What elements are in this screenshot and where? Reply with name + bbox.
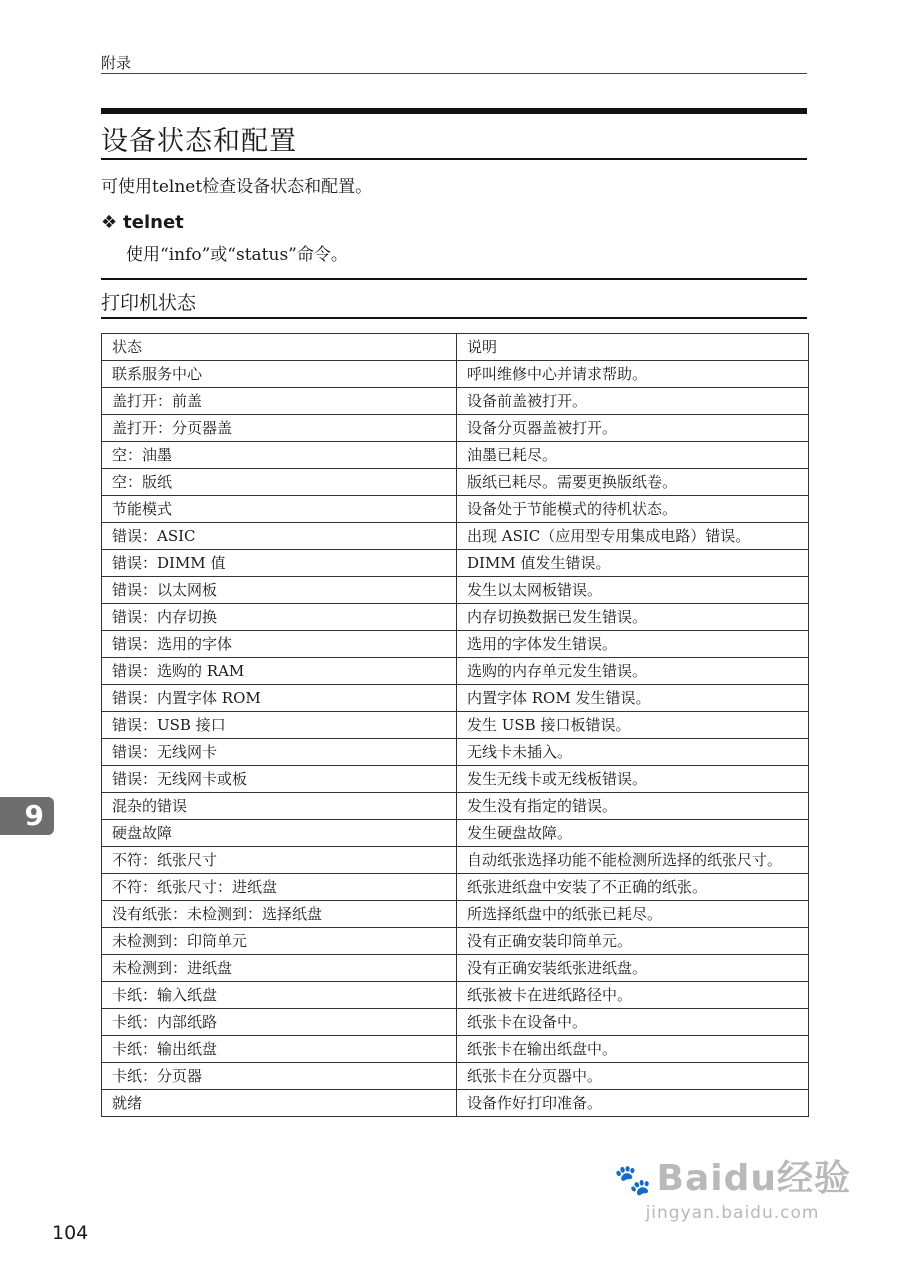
status-cell: 混杂的错误 xyxy=(102,793,457,820)
running-header: 附录 xyxy=(101,54,132,72)
table-row xyxy=(102,766,809,793)
watermark-brand: Baidu经验 xyxy=(656,1158,851,1199)
status-cell: 节能模式 xyxy=(102,496,457,523)
description-cell: 选用的字体发生错误。 xyxy=(457,631,809,658)
table-row xyxy=(102,442,809,469)
status-cell: 错误：以太网板 xyxy=(102,577,457,604)
description-cell: 没有正确安装纸张进纸盘。 xyxy=(457,955,809,982)
status-cell: 就绪 xyxy=(102,1090,457,1117)
description-cell: 设备作好打印准备。 xyxy=(457,1090,809,1117)
status-cell: 错误：内置字体 ROM xyxy=(102,685,457,712)
description-cell: 版纸已耗尽。需要更换版纸卷。 xyxy=(457,469,809,496)
subsection-title: 打印机状态 xyxy=(101,292,197,314)
description-cell: 内置字体 ROM 发生错误。 xyxy=(457,685,809,712)
status-cell: 不符：纸张尺寸 xyxy=(102,847,457,874)
description-cell: 呼叫维修中心并请求帮助。 xyxy=(457,361,809,388)
table-row xyxy=(102,658,809,685)
table-row xyxy=(102,415,809,442)
status-cell: 错误：内存切换 xyxy=(102,604,457,631)
printer-status-table xyxy=(101,333,809,1117)
status-cell: 错误：选购的 RAM xyxy=(102,658,457,685)
telnet-heading xyxy=(101,212,184,233)
description-cell: 纸张卡在输出纸盘中。 xyxy=(457,1036,809,1063)
status-cell: 没有纸张：未检测到：选择纸盘 xyxy=(102,901,457,928)
description-cell: 设备前盖被打开。 xyxy=(457,388,809,415)
description-cell: 纸张被卡在进纸路径中。 xyxy=(457,982,809,1009)
table-row xyxy=(102,496,809,523)
status-cell: 错误：ASIC xyxy=(102,523,457,550)
table-row xyxy=(102,1036,809,1063)
table-row xyxy=(102,1090,809,1117)
status-cell: 卡纸：输出纸盘 xyxy=(102,1036,457,1063)
description-cell: 所选择纸盘中的纸张已耗尽。 xyxy=(457,901,809,928)
table-row xyxy=(102,550,809,577)
table-row xyxy=(102,874,809,901)
title-top-bar xyxy=(101,108,807,114)
status-cell: 错误：无线网卡或板 xyxy=(102,766,457,793)
status-cell: 盖打开：分页器盖 xyxy=(102,415,457,442)
watermark-url: jingyan.baidu.com xyxy=(645,1203,820,1223)
page-number: 104 xyxy=(52,1222,89,1244)
status-cell: 盖打开：前盖 xyxy=(102,388,457,415)
status-cell: 错误：USB 接口 xyxy=(102,712,457,739)
header-rule xyxy=(101,73,807,74)
table-header-row xyxy=(102,334,809,361)
table-row xyxy=(102,604,809,631)
description-cell: 内存切换数据已发生错误。 xyxy=(457,604,809,631)
table-row xyxy=(102,955,809,982)
subsection-top-rule xyxy=(101,278,807,280)
status-cell: 未检测到：进纸盘 xyxy=(102,955,457,982)
table-row xyxy=(102,631,809,658)
status-cell: 联系服务中心 xyxy=(102,361,457,388)
chapter-tab: 9 xyxy=(0,797,54,835)
description-cell: DIMM 值发生错误。 xyxy=(457,550,809,577)
description-cell: 油墨已耗尽。 xyxy=(457,442,809,469)
description-cell: 纸张卡在设备中。 xyxy=(457,1009,809,1036)
watermark xyxy=(614,1150,851,1223)
table-row xyxy=(102,469,809,496)
status-cell: 未检测到：印筒单元 xyxy=(102,928,457,955)
table-row xyxy=(102,847,809,874)
intro-paragraph: 可使用telnet检查设备状态和配置。 xyxy=(101,177,373,197)
table-row xyxy=(102,982,809,1009)
description-cell: 发生无线卡或无线板错误。 xyxy=(457,766,809,793)
status-cell: 硬盘故障 xyxy=(102,820,457,847)
status-cell: 卡纸：内部纸路 xyxy=(102,1009,457,1036)
page-title: 设备状态和配置 xyxy=(101,126,297,157)
status-cell: 空：版纸 xyxy=(102,469,457,496)
description-cell: 纸张卡在分页器中。 xyxy=(457,1063,809,1090)
table-row xyxy=(102,577,809,604)
status-cell: 错误：无线网卡 xyxy=(102,739,457,766)
paw-logo-icon: 🐾 xyxy=(614,1163,652,1198)
table-row xyxy=(102,361,809,388)
description-cell: 发生硬盘故障。 xyxy=(457,820,809,847)
table-row xyxy=(102,685,809,712)
description-cell: 发生以太网板错误。 xyxy=(457,577,809,604)
table-row xyxy=(102,793,809,820)
table-row xyxy=(102,712,809,739)
diamond-bullet-icon: ❖ xyxy=(101,212,118,233)
description-cell: 无线卡未插入。 xyxy=(457,739,809,766)
status-cell: 空：油墨 xyxy=(102,442,457,469)
description-cell: 设备分页器盖被打开。 xyxy=(457,415,809,442)
description-cell: 出现 ASIC（应用型专用集成电路）错误。 xyxy=(457,523,809,550)
status-cell: 卡纸：分页器 xyxy=(102,1063,457,1090)
status-cell: 错误：DIMM 值 xyxy=(102,550,457,577)
description-cell: 纸张进纸盘中安装了不正确的纸张。 xyxy=(457,874,809,901)
description-cell: 自动纸张选择功能不能检测所选择的纸张尺寸。 xyxy=(457,847,809,874)
status-cell: 卡纸：输入纸盘 xyxy=(102,982,457,1009)
title-underline xyxy=(101,158,807,160)
status-cell: 不符：纸张尺寸：进纸盘 xyxy=(102,874,457,901)
description-cell: 发生 USB 接口板错误。 xyxy=(457,712,809,739)
table-row xyxy=(102,388,809,415)
subsection-underline xyxy=(101,317,807,319)
column-header-status: 状态 xyxy=(102,334,457,361)
table-row xyxy=(102,820,809,847)
description-cell: 发生没有指定的错误。 xyxy=(457,793,809,820)
table-row xyxy=(102,739,809,766)
table-row xyxy=(102,1009,809,1036)
table-row xyxy=(102,901,809,928)
table-row xyxy=(102,1063,809,1090)
status-cell: 错误：选用的字体 xyxy=(102,631,457,658)
table-row xyxy=(102,928,809,955)
description-cell: 选购的内存单元发生错误。 xyxy=(457,658,809,685)
table-body xyxy=(102,361,809,1117)
description-cell: 没有正确安装印筒单元。 xyxy=(457,928,809,955)
telnet-heading-text: telnet xyxy=(123,212,184,233)
column-header-description: 说明 xyxy=(457,334,809,361)
description-cell: 设备处于节能模式的待机状态。 xyxy=(457,496,809,523)
table-row xyxy=(102,523,809,550)
telnet-body: 使用“info”或“status”命令。 xyxy=(126,245,348,265)
